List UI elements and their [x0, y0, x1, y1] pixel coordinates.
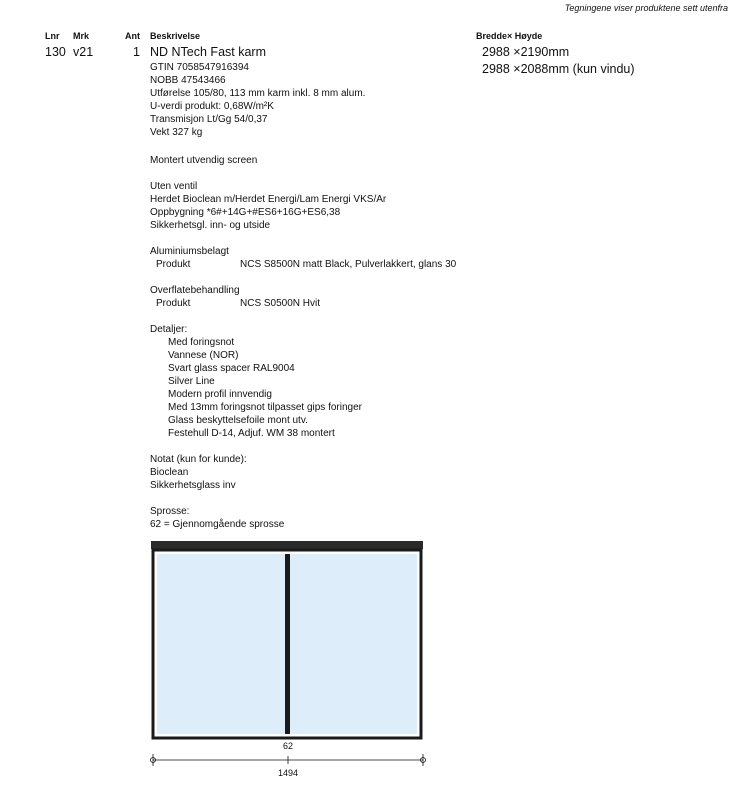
sprosse-info: [150, 505, 284, 531]
item-name: ND NTech Fast karm: [150, 45, 266, 59]
column-header-ant: Ant: [125, 31, 140, 41]
customer-note: [150, 453, 247, 492]
item-dimension-primary: 2988 ×2190mm: [482, 45, 570, 59]
drawing-orientation-note: Tegningene viser produktene sett utenfra: [564, 3, 728, 13]
item-dimension-window: 2988 ×2088mm (kun vindu): [482, 62, 635, 76]
note-line: Bioclean: [150, 467, 189, 478]
window-drawing: [145, 538, 435, 783]
detail-item: Glass beskyttelsefoile mont utv.: [168, 415, 308, 426]
aluminium-product-key: Produkt: [156, 259, 191, 270]
note-title: Notat (kun for kunde):: [150, 454, 247, 465]
glass-pane-right: [290, 554, 417, 734]
screen-cassette: [151, 541, 423, 549]
column-header-dimensions: Bredde× Høyde: [476, 31, 543, 41]
aluminium-info: [150, 245, 456, 271]
glass-pane-left: [157, 554, 285, 734]
detail-item: Vannese (NOR): [168, 350, 239, 361]
details-info: [150, 323, 362, 440]
sprosse-label: 62: [282, 741, 294, 751]
spec-u-value: U-verdi produkt: 0,68W/m²K: [150, 101, 274, 112]
detail-item: Med 13mm foringsnot tilpasset gips foringer: [168, 402, 362, 413]
item-ant: 1: [133, 45, 140, 59]
column-header-lnr: Lnr: [45, 31, 60, 41]
glass-line: Uten ventil: [150, 181, 198, 192]
sprosse-title: Sprosse:: [150, 506, 190, 517]
surface-product-value: NCS S0500N Hvit: [240, 298, 321, 309]
spec-weight: Vekt 327 kg: [150, 127, 203, 138]
glass-line: Sikkerhetsgl. inn- og utside: [150, 220, 271, 231]
detail-item: Svart glass spacer RAL9004: [168, 363, 295, 374]
product-specs: [150, 61, 365, 139]
detail-item: Modern profil innvendig: [168, 389, 272, 400]
aluminium-product-value: NCS S8500N matt Black, Pulverlakkert, glans 30: [240, 259, 457, 270]
detail-item: Silver Line: [168, 376, 215, 387]
column-header-beskrivelse: Beskrivelse: [150, 31, 201, 41]
item-lnr: 130: [45, 45, 66, 59]
width-dimension-label: 1494: [277, 768, 299, 778]
sprosse-bar: [285, 554, 290, 734]
detail-item: Festehull D-14, Adjuf. WM 38 montert: [168, 428, 335, 439]
spec-nobb: NOBB 47543466: [150, 75, 226, 86]
glass-info: [150, 180, 386, 232]
glass-line: Herdet Bioclean m/Herdet Energi/Lam Energi VKS/Ar: [150, 194, 387, 205]
surface-info: [150, 284, 320, 310]
aluminium-title: Aluminiumsbelagt: [150, 246, 229, 257]
detail-item: Med foringsnot: [168, 337, 235, 348]
spec-gtin: GTIN 7058547916394: [150, 62, 249, 73]
surface-product-key: Produkt: [156, 298, 191, 309]
spec-transmission: Transmisjon Lt/Gg 54/0,37: [150, 114, 268, 125]
screen-info: [150, 154, 257, 167]
note-line: Sikkerhetsglass inv: [150, 480, 236, 491]
glass-line: Oppbygning *6#+14G+#ES6+16G+ES6,38: [150, 207, 341, 218]
screen-line: Montert utvendig screen: [150, 155, 258, 166]
sprosse-line: 62 = Gjennomgående sprosse: [150, 519, 285, 530]
surface-title: Overflatebehandling: [150, 285, 240, 296]
spec-utforelse: Utførelse 105/80, 113 mm karm inkl. 8 mm alum.: [150, 88, 366, 99]
column-header-mrk: Mrk: [73, 31, 90, 41]
item-mrk: v21: [73, 45, 94, 59]
details-title: Detaljer:: [150, 324, 188, 335]
